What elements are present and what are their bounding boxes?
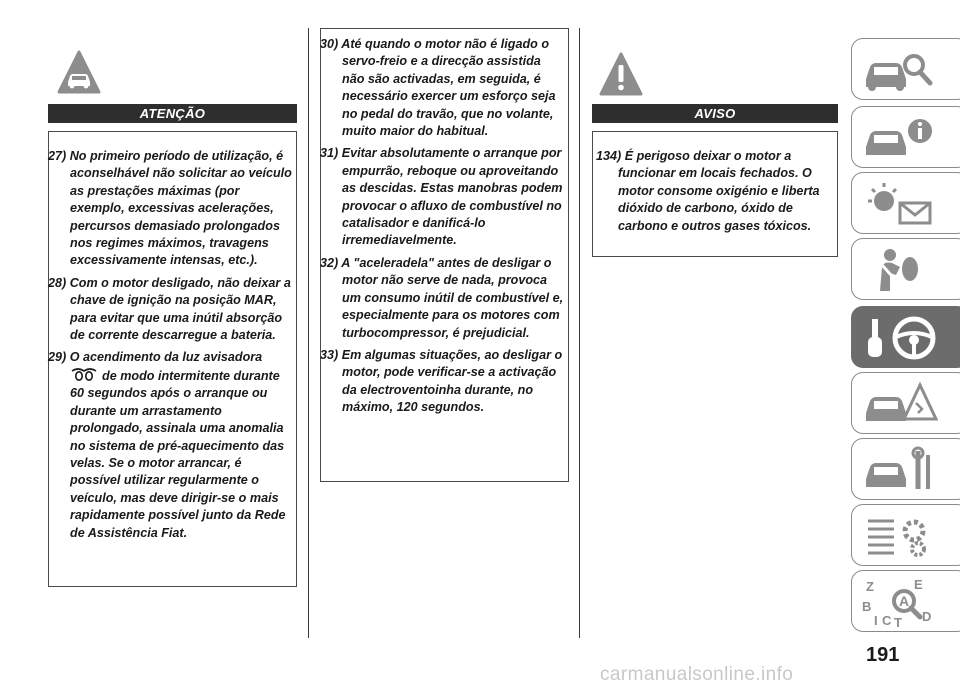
- tab-seatbelt-airbag[interactable]: [851, 238, 960, 300]
- attention-notes-left: [48, 148, 294, 547]
- svg-text:D: D: [922, 609, 932, 624]
- note-item: 134) É perigoso deixar o motor a funcionar em locais fechados. O motor consome oxigénio e liberta dióxido de carbono, óxido de carbono e outros gases tóxicos.: [596, 149, 820, 233]
- specifications-gear-icon: [860, 511, 940, 561]
- car-maintenance-icon: [860, 445, 940, 495]
- note-item: 30) Até quando o motor não é ligado o servo-freio e a direcção assistida não são activadas, em seguida, é necessário exercer um esforço seja no pedal do travão, que no volante, muito maior do habitual.: [320, 37, 556, 139]
- note-item: [48, 349, 294, 541]
- warning-lights-icon: [860, 179, 940, 229]
- warning-heading: AVISO: [592, 104, 838, 123]
- note-item: 33) Em algumas situações, ao desligar o motor, pode verificar-se a activação da electroventoinha durante, no máximo, 120 segundos.: [320, 347, 563, 415]
- svg-text:T: T: [894, 615, 902, 629]
- page-number: 191: [866, 644, 900, 666]
- tab-maintenance[interactable]: [851, 438, 960, 500]
- tab-warning-lights[interactable]: [851, 172, 960, 234]
- column-divider-2: [579, 28, 580, 638]
- glow-plug-icon: [70, 367, 98, 381]
- note-text: 29) O acendimento da luz avisadora: [48, 350, 263, 365]
- tab-specifications[interactable]: [851, 504, 960, 566]
- svg-text:Z: Z: [866, 579, 874, 594]
- car-search-icon: [860, 45, 940, 95]
- seatbelt-airbag-icon: [860, 245, 940, 295]
- svg-text:A: A: [899, 593, 910, 609]
- attention-notes-right: [320, 36, 566, 422]
- attention-heading: ATENÇÃO: [48, 104, 297, 123]
- svg-text:E: E: [914, 577, 923, 592]
- note-item: 28) Com o motor desligado, não deixar a chave de ignição na posição MAR, para evitar que uma inútil absorção de corrente descarregue a bateria.: [48, 275, 291, 343]
- tab-index[interactable]: [851, 570, 960, 632]
- note-item: 31) Evitar absolutamente o arranque por empurrão, reboque ou aproveitando as descidas. Estas manobras podem provocar o afluxo de combustível no catalisador e danificá-lo irremediavelmente.: [320, 146, 563, 248]
- column-divider-1: [308, 28, 309, 638]
- tab-key-steering-wheel[interactable]: [851, 306, 960, 368]
- note-item: 32) A "aceleradela" antes de desligar o motor não serve de nada, provoca um consumo inútil de combustível e, especialmente para os motores com turbocompressor, é prejudicial.: [320, 255, 564, 340]
- tab-emergency[interactable]: [851, 372, 960, 434]
- note-item: 27) No primeiro período de utilização, é aconselhável não solicitar ao veículo as prestações máximas (por exemplo, excessivas acelerações, percursos demasiado prolongados nos regimes máximos, travagens excessivamente intensas, etc.).: [48, 149, 292, 268]
- tab-car-info[interactable]: [851, 106, 960, 168]
- car-info-icon: [860, 113, 940, 163]
- key-steering-wheel-icon: [860, 313, 944, 363]
- tab-car-search[interactable]: [851, 38, 960, 100]
- index-search-icon: [860, 577, 944, 629]
- svg-text:I: I: [874, 613, 878, 628]
- exclamation-warning-icon: [598, 52, 644, 98]
- svg-text:B: B: [862, 599, 872, 614]
- svg-text:C: C: [882, 613, 892, 628]
- emergency-triangle-icon: [860, 379, 940, 429]
- warning-notes: [596, 148, 836, 240]
- car-warning-icon: [56, 50, 102, 96]
- note-text: de modo intermitente durante 60 segundos após o arranque ou durante um arrastamento prolongado, assinala uma anomalia no sistema de pré-aquecimento das velas. Se o motor arrancar, é possível utilizar regularmente o veículo, mas deve dirigir-se o mais rapidamente possível junto da Rede de Assistência Fiat.: [70, 368, 286, 540]
- watermark: carmanualsonline.info: [600, 664, 794, 685]
